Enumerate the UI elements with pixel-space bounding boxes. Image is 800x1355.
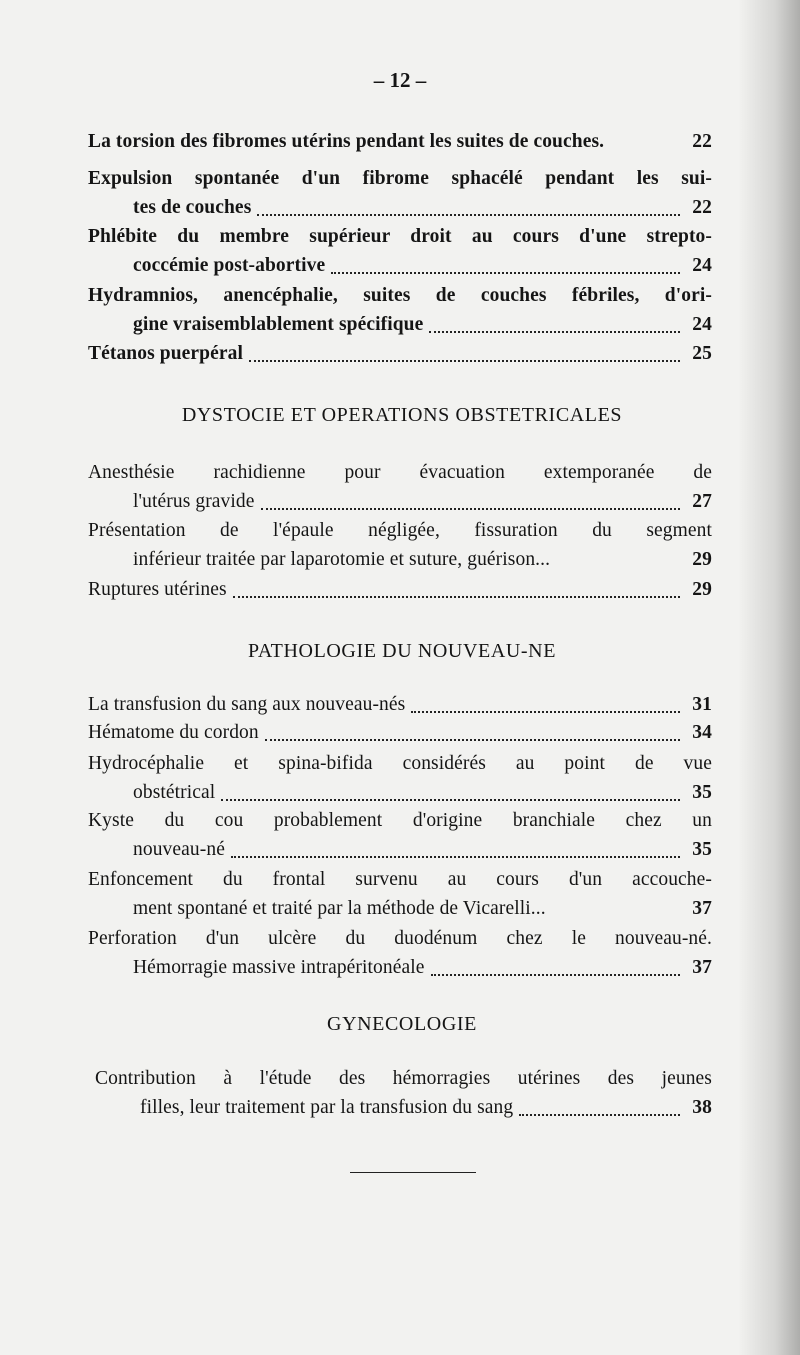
dot-leader bbox=[233, 595, 680, 598]
dot-leader bbox=[265, 738, 680, 741]
toc-entry-page: 38 bbox=[692, 1097, 712, 1118]
toc-entry bbox=[88, 164, 712, 222]
toc-entry-title: Perforation d'un ulcère du duodénum chez le nouveau-né. bbox=[88, 928, 712, 949]
toc-entry-title: La transfusion du sang aux nouveau-nés bbox=[88, 694, 406, 715]
toc-entry bbox=[88, 865, 712, 923]
toc-entry-page: 35 bbox=[692, 839, 712, 860]
toc-entry bbox=[88, 516, 712, 574]
toc-entry-title: Ruptures utérines bbox=[88, 579, 227, 600]
toc-entry bbox=[88, 749, 712, 807]
toc-entry-page: 31 bbox=[692, 694, 712, 715]
toc-entry-title: Anesthésie rachidienne pour évacuation extemporanée de bbox=[88, 462, 712, 483]
section-heading: PATHOLOGIE DU NOUVEAU-NE bbox=[247, 640, 557, 662]
toc-entry-title: Kyste du cou probablement d'origine branchiale chez un bbox=[88, 810, 712, 831]
dot-leader bbox=[249, 359, 680, 362]
dot-leader bbox=[431, 973, 680, 976]
toc-entry-title-cont: nouveau-né bbox=[133, 839, 225, 860]
toc-entry-page: 35 bbox=[692, 782, 712, 803]
toc-entry-title-cont: ment spontané et traité par la méthode de Vicarelli... bbox=[133, 898, 546, 919]
toc-entry-title-cont: gine vraisemblablement spécifique bbox=[133, 314, 424, 335]
dot-leader bbox=[519, 1113, 680, 1116]
section-heading: DYSTOCIE ET OPERATIONS OBSTETRICALES bbox=[181, 404, 623, 426]
toc-entry bbox=[88, 281, 712, 339]
toc-entry-page: 29 bbox=[692, 549, 712, 570]
toc-entry-title: Tétanos puerpéral bbox=[88, 343, 243, 364]
toc-entry-page: 25 bbox=[692, 343, 712, 364]
toc-entry-page: 27 bbox=[692, 491, 712, 512]
toc-entry-title: Expulsion spontanée d'un fibrome sphacélé pendant les sui- bbox=[88, 168, 712, 189]
toc-entry-page: 37 bbox=[692, 898, 712, 919]
toc-entry-page: 24 bbox=[692, 314, 712, 335]
toc-entry bbox=[88, 458, 712, 516]
toc-entry bbox=[88, 127, 712, 156]
dot-leader bbox=[411, 710, 680, 713]
toc-entry-title: La torsion des fibromes utérins pendant les suites de couches. bbox=[88, 131, 605, 152]
toc-entry bbox=[88, 690, 712, 719]
toc-entry bbox=[95, 1064, 712, 1122]
dot-leader bbox=[221, 798, 680, 801]
dot-leader bbox=[331, 271, 680, 274]
dot-leader bbox=[261, 507, 680, 510]
toc-entry-title: Phlébite du membre supérieur droit au cours d'une strepto- bbox=[88, 226, 712, 247]
toc-entry-page: 22 bbox=[692, 131, 712, 152]
toc-entry-title-cont: l'utérus gravide bbox=[133, 491, 255, 512]
page-number: – 12 – bbox=[373, 68, 427, 92]
toc-entry-title-cont: obstétrical bbox=[133, 782, 216, 803]
section-heading: GYNECOLOGIE bbox=[327, 1013, 477, 1035]
dot-leader bbox=[231, 855, 680, 858]
toc-entry-page: 37 bbox=[692, 957, 712, 978]
toc-entry-page: 29 bbox=[692, 579, 712, 600]
dot-leader bbox=[429, 330, 680, 333]
toc-entry-title: Hydrocéphalie et spina-bifida considérés au point de vue bbox=[88, 753, 712, 774]
toc-entry-title-cont: coccémie post-abortive bbox=[133, 255, 326, 276]
toc-entry-page: 24 bbox=[692, 255, 712, 276]
dot-leader bbox=[257, 213, 680, 216]
toc-entry-title: Enfoncement du frontal survenu au cours d'un accouche- bbox=[88, 869, 712, 890]
end-rule bbox=[350, 1172, 476, 1173]
toc-entry-title-cont: tes de couches bbox=[133, 197, 252, 218]
toc-entry-title-cont: inférieur traitée par laparotomie et suture, guérison... bbox=[133, 549, 551, 570]
toc-entry-page: 34 bbox=[692, 722, 712, 743]
toc-entry bbox=[88, 924, 712, 982]
toc-entry-title: Hydramnios, anencéphalie, suites de couches fébriles, d'ori- bbox=[88, 285, 712, 306]
toc-entry bbox=[88, 806, 712, 864]
toc-entry-title: Présentation de l'épaule négligée, fissuration du segment bbox=[88, 520, 712, 541]
toc-entry-title: Hématome du cordon bbox=[88, 722, 259, 743]
toc-entry bbox=[88, 222, 712, 280]
toc-entry bbox=[88, 575, 712, 604]
page-edge-shadow bbox=[738, 0, 800, 1355]
toc-entry-page: 22 bbox=[692, 197, 712, 218]
toc-entry-title-cont: filles, leur traitement par la transfusion du sang bbox=[140, 1097, 514, 1118]
toc-entry-title-cont: Hémorragie massive intrapéritonéale bbox=[133, 957, 425, 978]
toc-entry-title: Contribution à l'étude des hémorragies utérines des jeunes bbox=[95, 1068, 712, 1089]
toc-entry bbox=[88, 718, 712, 747]
toc-entry bbox=[88, 339, 712, 368]
